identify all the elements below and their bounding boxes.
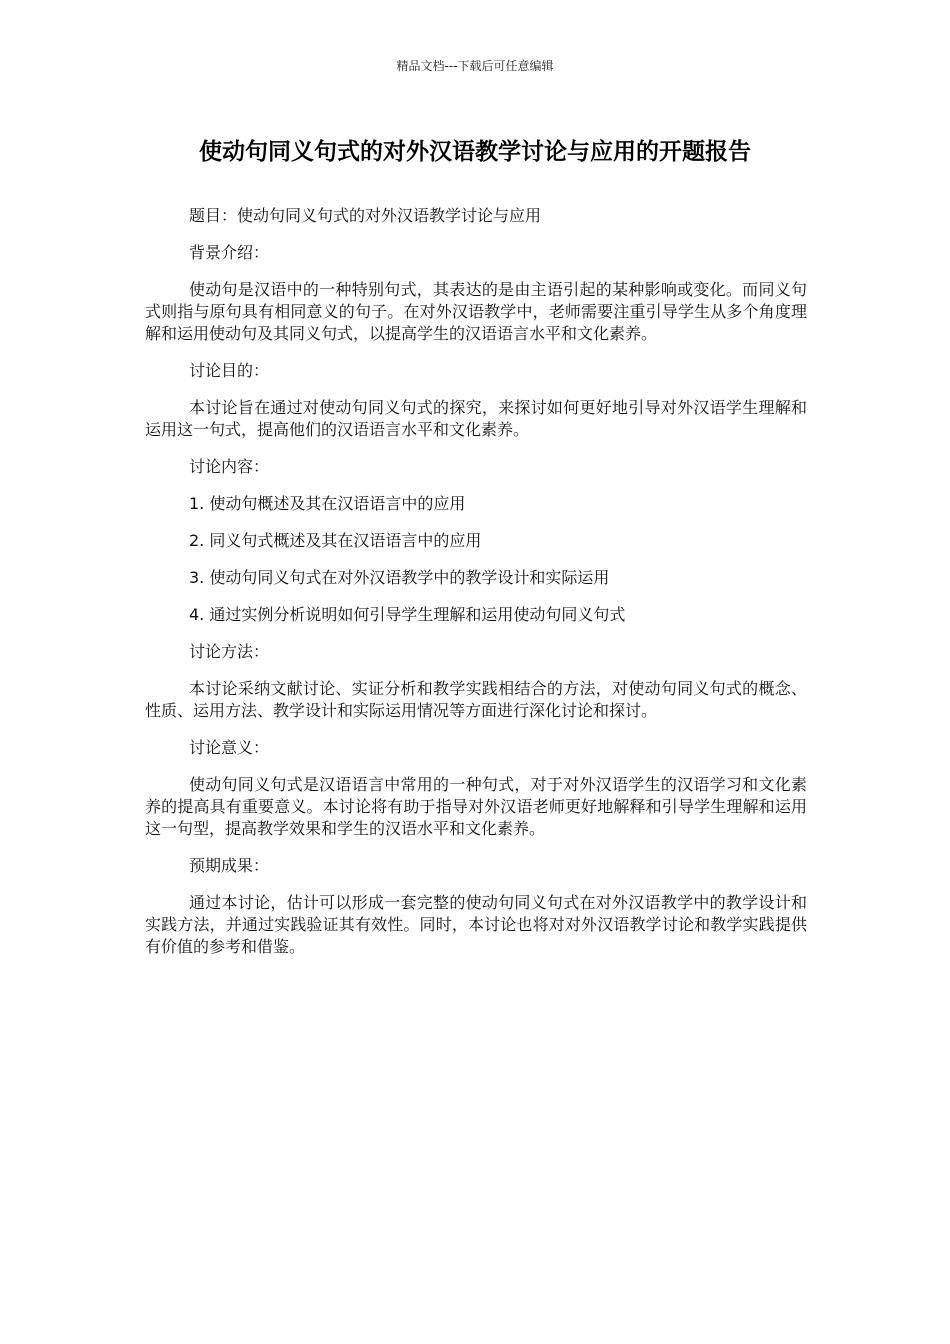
purpose-paragraph: 本讨论旨在通过对使动句同义句式的探究，来探讨如何更好地引导对外汉语学生理解和运用这一句式，提高他们的汉语语言水平和文化素养。 bbox=[145, 398, 807, 439]
background-label: 背景介绍： bbox=[189, 243, 270, 262]
purpose-label: 讨论目的： bbox=[189, 361, 270, 380]
content-list-item: 4. 通过实例分析说明如何引导学生理解和运用使动句同义句式 bbox=[189, 605, 626, 624]
significance-label: 讨论意义： bbox=[189, 738, 270, 757]
content-list-item: 3. 使动句同义句式在对外汉语教学中的教学设计和实际运用 bbox=[189, 568, 610, 587]
significance-paragraph: 使动句同义句式是汉语语言中常用的一种句式，对于对外汉语学生的汉语学习和文化素养的提高具有重要意义。本讨论将有助于指导对外汉语老师更好地解释和引导学生理解和运用这一句型，提高教学效果和学生的汉语水平和文化素养。 bbox=[145, 775, 807, 838]
content-list-item: 1. 使动句概述及其在汉语语言中的应用 bbox=[189, 494, 466, 513]
topic-line: 题目：使动句同义句式的对外汉语教学讨论与应用 bbox=[189, 206, 542, 225]
content-list-item: 2. 同义句式概述及其在汉语语言中的应用 bbox=[189, 531, 482, 550]
page-header-note: 精品文档---下载后可任意编辑 bbox=[396, 59, 554, 73]
method-label: 讨论方法： bbox=[189, 642, 270, 661]
background-paragraph: 使动句是汉语中的一种特别句式，其表达的是由主语引起的某种影响或变化。而同义句式则指与原句具有相同意义的句子。在对外汉语教学中，老师需要注重引导学生从多个角度理解和运用使动句及其同义句式，以提高学生的汉语语言水平和文化素养。 bbox=[145, 280, 807, 343]
document-title: 使动句同义句式的对外汉语教学讨论与应用的开题报告 bbox=[199, 139, 751, 165]
expected-paragraph: 通过本讨论，估计可以形成一套完整的使动句同义句式在对外汉语教学中的教学设计和实践方法，并通过实践验证其有效性。同时，本讨论也将对对外汉语教学讨论和教学实践提供有价值的参考和借鉴。 bbox=[145, 893, 807, 956]
content-label: 讨论内容： bbox=[189, 457, 270, 476]
method-paragraph: 本讨论采纳文献讨论、实证分析和教学实践相结合的方法，对使动句同义句式的概念、性质、运用方法、教学设计和实际运用情况等方面进行深化讨论和探讨。 bbox=[145, 679, 807, 720]
expected-label: 预期成果： bbox=[189, 856, 270, 875]
document-body bbox=[145, 205, 807, 973]
